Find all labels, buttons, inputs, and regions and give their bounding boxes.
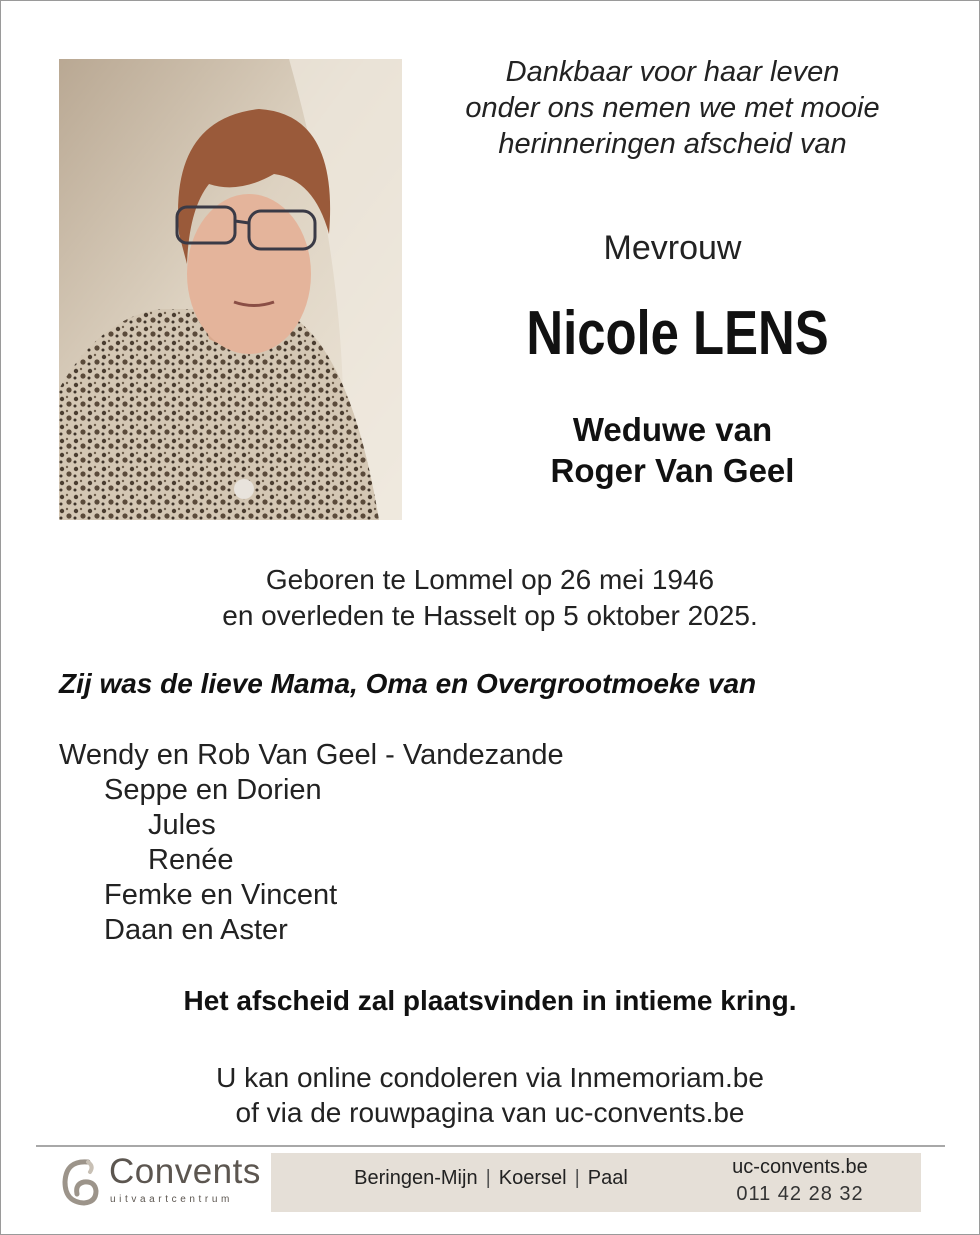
death-line: en overleden te Hasselt op 5 oktober 2025. xyxy=(222,600,758,631)
family-member: Seppe en Dorien xyxy=(104,774,322,806)
convents-logo-icon xyxy=(60,1156,100,1208)
spouse-info xyxy=(420,409,925,491)
phone-number: 011 42 28 32 xyxy=(736,1183,864,1205)
farewell-notice: Het afscheid zal plaatsvinden in intieme kring. xyxy=(183,985,797,1016)
salutation: Mevrouw xyxy=(603,229,742,267)
birth-line: Geboren te Lommel op 26 mei 1946 xyxy=(265,564,715,595)
separator: | xyxy=(485,1167,491,1189)
footer-divider xyxy=(36,1145,945,1147)
intro-text xyxy=(420,54,925,162)
location: Paal xyxy=(587,1167,628,1189)
family-member: Wendy en Rob Van Geel - Vandezande xyxy=(59,739,564,771)
spouse-name: Roger Van Geel xyxy=(550,452,795,489)
online-line: of via de rouwpagina van uc-convents.be xyxy=(235,1097,745,1128)
website: uc-convents.be xyxy=(732,1156,868,1178)
family-member: Femke en Vincent xyxy=(104,879,338,911)
deceased-name: Nicole LENS xyxy=(526,299,829,368)
intro-line: herinneringen afscheid van xyxy=(498,128,847,160)
location: Koersel xyxy=(498,1167,567,1189)
family-member: Daan en Aster xyxy=(104,914,288,946)
family-member: Jules xyxy=(148,809,216,841)
portrait-photo xyxy=(59,59,402,520)
online-line: U kan online condoleren via Inmemoriam.be xyxy=(216,1062,764,1093)
online-condolence xyxy=(0,1060,980,1130)
separator: | xyxy=(574,1167,580,1189)
birth-death-info xyxy=(0,562,980,634)
location: Beringen-Mijn xyxy=(354,1167,478,1189)
logo-name: Convents xyxy=(109,1152,261,1191)
intro-line: Dankbaar voor haar leven xyxy=(505,56,840,88)
spouse-line: Weduwe van xyxy=(572,411,773,448)
family-list xyxy=(59,738,859,948)
intro-line: onder ons nemen we met mooie xyxy=(465,92,880,124)
family-member: Renée xyxy=(148,844,234,876)
family-heading: Zij was de lieve Mama, Oma en Overgrootmoeke van xyxy=(59,668,757,699)
logo-subtitle: uitvaartcentrum xyxy=(110,1194,233,1205)
locations xyxy=(271,1167,711,1190)
